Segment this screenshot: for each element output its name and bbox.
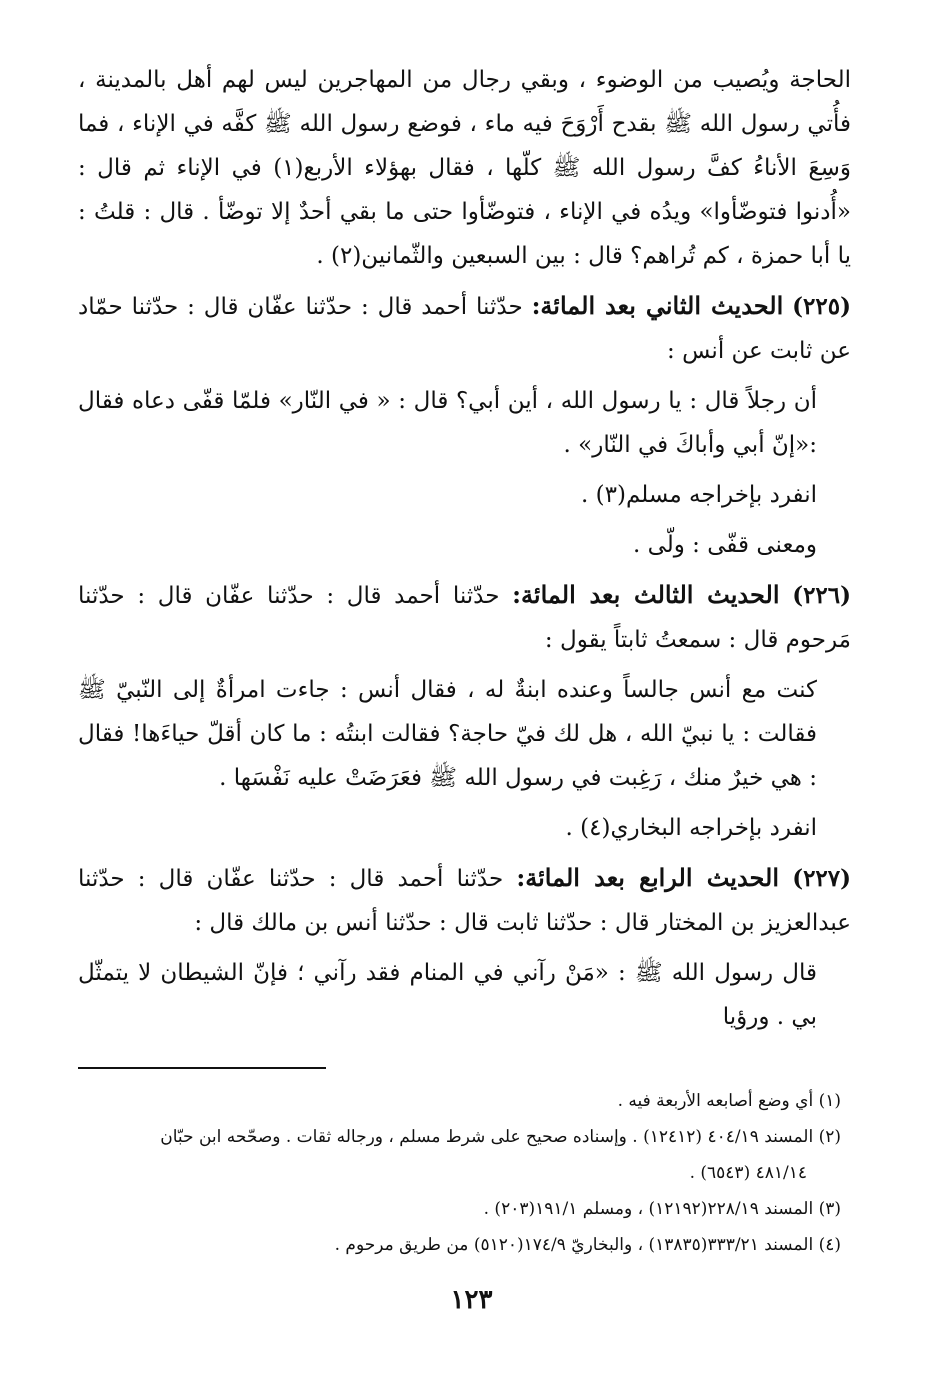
hadith-isnad: حدّثنا أحمد قال : حدّثنا عفّان قال : حدّثنا حمّاد عن ثابت عن أنس : [78, 294, 851, 364]
hadith-number: (٢٢٦) [792, 582, 852, 609]
footnote-line: (١) أي وضع أصابعه الأربعة فيه . [617, 1091, 841, 1111]
page-number: ١٢٣ [450, 1285, 493, 1315]
footnote-3 [78, 1191, 851, 1227]
hadith-source-note: انفرد بإخراجه البخاري(٤) . [565, 815, 817, 841]
hadith-number: (٢٢٧) [792, 865, 852, 892]
paragraph-continued: الحاجة ويُصيب من الوضوء ، وبقي رجال من المهاجرين ليس لهم أهل بالمدينة ، فأُتي رسول الله ﷺ بقدح أَرْوَحَ فيه ماء ، فوضع رسول الله ﷺ كفَّه في الإناء ، فما وَسِعَ الأناءُ كفَّ رسول الله ﷺ كلّها ، فقال بهؤلاء الأربع(١) في الإناء ثم قال : «أُدنوا فتوضّأوا» ويدُه في الإناء ، فتوضّأوا حتى ما بقي أحدٌ إلا توضّأ . قال : قلتُ : يا أبا حمزة ، كم تُراهم؟ قال : بين السبعين والثّمانين(٢) . [78, 67, 851, 269]
footnote-line-continued: ٤٨١/١٤ (٦٥٤٣) . [689, 1163, 807, 1183]
hadith-title: الحديث الثالث بعد المائة: [512, 580, 780, 609]
footnote-line: (٢) المسند ٤٠٤/١٩ (١٢٤١٢) . وإسناده صحيح على شرط مسلم ، ورجاله ثقات . وصحّحه ابن حبّان [160, 1127, 841, 1147]
footnote-line: (٤) المسند ٣٣٣/٢١(١٣٨٣٥) ، والبخاريّ ١٧٤/٩(٥١٢٠) من طريق مرحوم . [334, 1235, 841, 1255]
hadith-title: الحديث الثاني بعد المائة: [531, 291, 784, 320]
footnote-2 [78, 1119, 851, 1191]
hadith-227-heading [78, 856, 851, 945]
main-text [78, 58, 851, 1039]
hadith-text: أن رجلاً قال : يا رسول الله ، أين أبي؟ قال : « في النّار» فلمّا قفّى دعاه فقال :«إنّ أبي وأباكَ في النّار» . [78, 388, 817, 458]
footnote-separator [78, 1067, 326, 1069]
hadith-number: (٢٢٥) [792, 293, 851, 320]
hadith-source-note: انفرد بإخراجه مسلم(٣) . [581, 482, 817, 508]
footnotes [78, 1083, 851, 1263]
footnote-4 [78, 1227, 851, 1263]
hadith-226-heading [78, 573, 851, 662]
footnote-1 [78, 1083, 851, 1119]
hadith-text: كنت مع أنس جالساً وعنده ابنةٌ له ، فقال أنس : جاءت امرأةٌ إلى النّبيّ ﷺ فقالت : يا نبيّ الله ، هل لك فيّ حاجة؟ فقالت ابنتُه : ما كان أقلّ حياءَها! فقال : هي خيرٌ منك ، رَغِبت في رسول الله ﷺ فعَرَضَتْ عليه نَفْسَها . [78, 677, 817, 791]
hadith-word-note: ومعنى قفّى : ولّى . [632, 532, 817, 558]
hadith-isnad: حدّثنا أحمد قال : حدّثنا عفّان قال : حدّثنا عبدالعزيز بن المختار قال : حدّثنا ثابت قال : حدّثنا أنس بن مالك قال : [78, 866, 851, 936]
hadith-title: الحديث الرابع بعد المائة: [516, 863, 780, 892]
hadith-text: قال رسول الله ﷺ : «مَنْ رآني في المنام فقد رآني ؛ فإنّ الشيطان لا يتمثّل بي . ورؤيا [78, 960, 817, 1030]
footnote-line: (٣) المسند ٢٢٨/١٩(١٢١٩٢) ، ومسلم ١٩١/١(٢٠٣) . [483, 1199, 841, 1219]
hadith-225-heading [78, 284, 851, 373]
hadith-isnad: حدّثنا أحمد قال : حدّثنا عفّان قال : حدّثنا مَرحوم قال : سمعتُ ثابتاً يقول : [78, 583, 851, 653]
